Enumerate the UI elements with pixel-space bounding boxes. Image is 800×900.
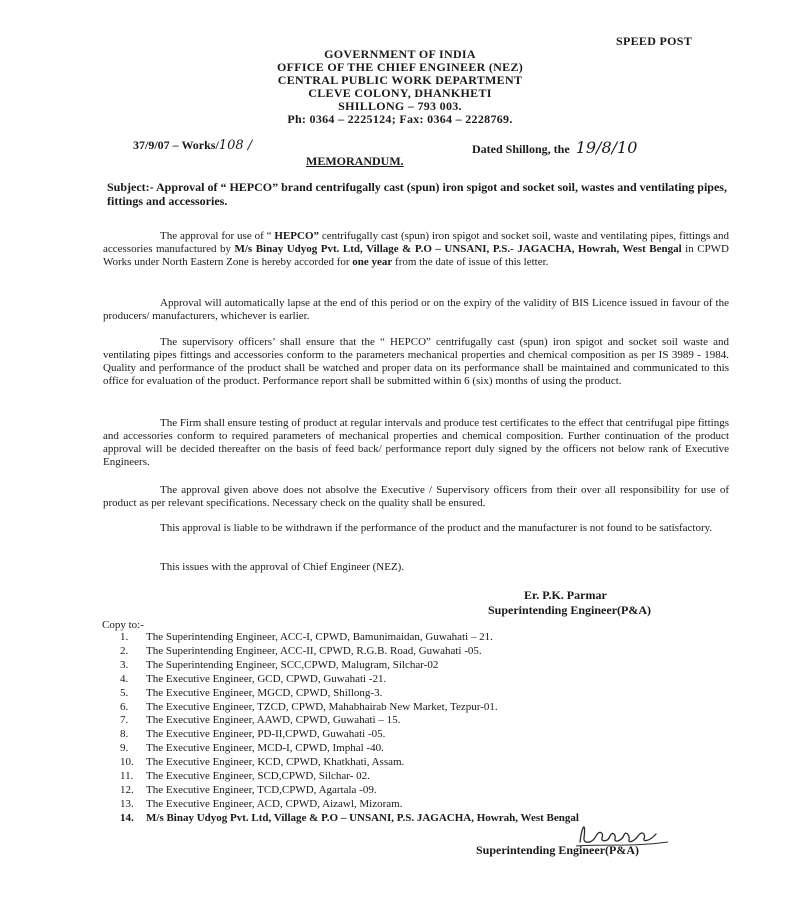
list-item-number: 14. [120, 811, 134, 824]
list-item-text: The Executive Engineer, PD-II,CPWD, Guwahati -05. [146, 728, 386, 741]
list-item-text: M/s Binay Udyog Pvt. Ltd, Village & P.O – UNSANI, P.S. JAGACHA, Howrah, West Bengal [146, 811, 579, 824]
list-item-text: The Executive Engineer, SCD,CPWD, Silchar- 02. [146, 770, 370, 783]
firm-name: M/s Binay Udyog Pvt. Ltd, Village & P.O – UNSANI, P.S.- JAGACHA, Howrah, West Bengal [234, 243, 682, 255]
paragraph-approval [103, 230, 729, 269]
list-item-text: The Executive Engineer, ACD, CPWD, Aizawl, Mizoram. [146, 797, 403, 810]
list-item-text: The Executive Engineer, MCD-I, CPWD, Imphal -40. [146, 742, 384, 755]
closing-designation: Superintending Engineer(P&A) [476, 843, 640, 857]
reference-number-printed: 37/9/07 – Works/ [133, 138, 219, 152]
list-item [120, 742, 579, 756]
letterhead-line: SHILLONG – 793 003. [338, 99, 462, 113]
letterhead-line: Ph: 0364 – 2225124; Fax: 0364 – 2228769. [287, 112, 513, 126]
list-item-number: 9. [120, 742, 129, 755]
dated-label: Dated Shillong, the [472, 142, 570, 156]
list-item [120, 631, 579, 645]
paragraph-supervisory: The supervisory officers’ shall ensure that the “ HEPCO” centrifugally cast (spun) iron spigot and socket soil waste and ventilating pipes fittings and accessories conform to the parameters mechanical properties and chemical composition as per IS 3989 - 1984. Quality and performance of the product shall be watched and proper data on its performance shall be maintained and communicated to this office for evaluation of the product. Performance report shall be submitted within 6 (six) months of using the product. [103, 336, 729, 387]
list-item [120, 770, 579, 784]
letterhead-line: OFFICE OF THE CHIEF ENGINEER (NEZ) [276, 60, 524, 74]
list-item-number: 11. [120, 770, 134, 783]
list-item-text: The Superintending Engineer, ACC-II, CPWD, R.G.B. Road, Guwahati -05. [146, 644, 482, 657]
list-item [120, 798, 579, 812]
list-item-number: 2. [120, 644, 129, 657]
copy-to-label: Copy to:- [102, 619, 144, 631]
list-item-number: 1. [120, 631, 129, 643]
memorandum-title: MEMORANDUM. [306, 154, 404, 168]
list-item-text: The Executive Engineer, MGCD, CPWD, Shillong-3. [146, 686, 383, 699]
list-item-text: The Executive Engineer, AAWD, CPWD, Guwahati – 15. [146, 714, 401, 727]
list-item-number: 6. [120, 700, 129, 713]
list-item-number: 4. [120, 672, 129, 685]
paragraph-text: The approval for use of “ [160, 230, 275, 242]
letterhead-line: CLEVE COLONY, DHANKHETI [308, 86, 492, 100]
speed-post-label: SPEED POST [616, 34, 693, 48]
reference-number [133, 138, 252, 153]
list-item [120, 784, 579, 798]
paragraph-withdrawal: This approval is liable to be withdrawn if the performance of the product and the manufacturer is not found to be satisfactory. [160, 522, 713, 534]
list-item-text: The Executive Engineer, KCD, CPWD, Khatkhati, Assam. [146, 756, 405, 769]
list-item [120, 701, 579, 715]
approval-period: one year [352, 256, 393, 268]
list-item [120, 645, 579, 659]
list-item [120, 756, 579, 770]
list-item-text: The Executive Engineer, TZCD, CPWD, Mahabhairab New Market, Tezpur-01. [146, 700, 498, 713]
paragraph-text: in CPWD Works under North Eastern Zone is hereby accorded for [103, 243, 729, 268]
brand-name: HEPCO” [274, 230, 320, 242]
list-item [120, 812, 579, 826]
letterhead [180, 48, 620, 126]
list-item-number: 12. [120, 783, 134, 796]
letterhead-line: CENTRAL PUBLIC WORK DEPARTMENT [277, 73, 523, 87]
subject-text: Approval of “ HEPCO” brand centrifugally cast (spun) iron spigot and socket soil, wastes and ventilating pipes, fittings and accessories. [107, 180, 727, 208]
paragraph-lapse: Approval will automatically lapse at the end of this period or on the expiry of the validity of BIS Licence issued in favour of the producers/ manufacturers, whichever is earlier. [103, 297, 729, 322]
list-item [120, 714, 579, 728]
paragraph-responsibility: The approval given above does not absolve the Executive / Supervisory officers from their over all responsibility for use of product as per relevant specifications. Necessary check on the quality shall be ensured. [103, 484, 729, 509]
list-item [120, 728, 579, 742]
paragraph-text: from the date of issue of this letter. [392, 256, 549, 268]
subject-label: Subject:- [107, 180, 154, 194]
list-item [120, 659, 579, 673]
list-item-text: The Executive Engineer, GCD, CPWD, Guwahati -21. [146, 672, 387, 685]
paragraph-text: centrifugally cast (spun) iron spigot and socket soil, waste and ventilating pipes, fittings and accessories manufactured by [103, 230, 729, 255]
signatory-name: Er. P.K. Parmar [524, 588, 607, 602]
date-handwritten: 19/8/10 [575, 138, 638, 157]
subject-line [107, 180, 727, 208]
list-item-text: The Executive Engineer, TCD,CPWD, Agartala -09. [146, 783, 377, 796]
list-item-number: 10. [120, 756, 134, 769]
signatory-designation: Superintending Engineer(P&A) [488, 603, 652, 617]
list-item [120, 687, 579, 701]
copy-to-list [120, 631, 579, 826]
list-item [120, 673, 579, 687]
list-item-number: 8. [120, 728, 129, 741]
date-line [472, 138, 637, 157]
list-item-number: 3. [120, 658, 129, 671]
list-item-number: 7. [120, 714, 129, 727]
letterhead-line: GOVERNMENT OF INDIA [324, 47, 476, 61]
reference-number-handwritten: 108 / [218, 138, 253, 153]
paragraph-approval-note: This issues with the approval of Chief Engineer (NEZ). [160, 561, 405, 573]
list-item-text: The Superintending Engineer, ACC-I, CPWD, Bamunimaidan, Guwahati – 21. [146, 631, 493, 643]
list-item-text: The Superintending Engineer, SCC,CPWD, Malugram, Silchar-02 [146, 658, 439, 671]
paragraph-testing: The Firm shall ensure testing of product at regular intervals and produce test certificates to the effect that centrifugal pipe fittings and accessories conform to required parameters of mechanical properties and chemical composition. Further continuation of the product approval will be decided thereafter on the basis of feed back/ performance report duly signed by the officers not below rank of Executive Engineers. [103, 417, 729, 468]
list-item-number: 5. [120, 686, 129, 699]
list-item-number: 13. [120, 797, 134, 810]
